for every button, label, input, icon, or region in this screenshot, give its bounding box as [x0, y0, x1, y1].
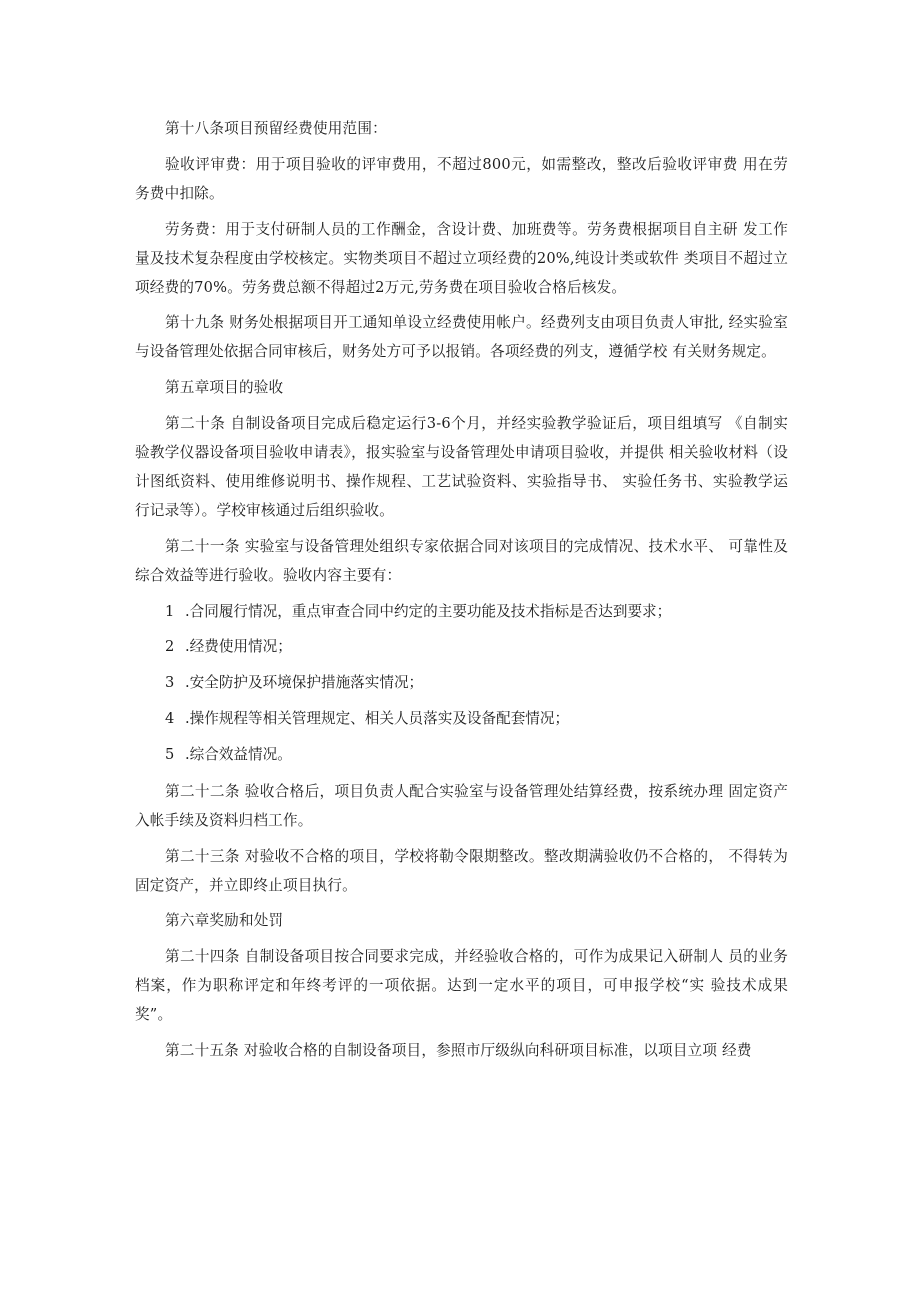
list-item-number: 4	[165, 709, 175, 727]
article-22-paragraph: 第二十二条 验收合格后，项目负责人配合实验室与设备管理处结算经费，按系统办理 固定资产入帐手续及资料归档工作。	[135, 782, 788, 829]
list-item-text: .综合效益情况。	[185, 745, 292, 763]
list-item	[135, 740, 788, 769]
list-item-text: .经费使用情况；	[185, 638, 292, 656]
article-21-paragraph: 第二十一条 实验室与设备管理处组织专家依据合同对该项目的完成情况、技术水平、 可靠性及综合效益等进行验收。验收内容主要有：	[135, 537, 788, 584]
document-body	[135, 114, 788, 1072]
article-23-paragraph: 第二十三条 对验收不合格的项目，学校将勒令限期整改。整改期满验收仍不合格的， 不得转为固定资产，并立即终止项目执行。	[135, 847, 788, 894]
list-item-text: .安全防护及环境保护措施落实情况；	[185, 674, 424, 692]
review-fee-paragraph: 验收评审费：用于项目验收的评审费用，不超过800元，如需整改，整改后验收评审费 用在劳务费中扣除。	[135, 155, 788, 202]
article-25-paragraph: 第二十五条 对验收合格的自制设备项目，参照市厅级纵向科研项目标准，以项目立项 经费	[165, 1041, 752, 1059]
list-item	[135, 668, 788, 697]
list-item	[135, 597, 788, 626]
article-24-paragraph: 第二十四条 自制设备项目按合同要求完成，并经验收合格的，可作为成果记入研制人 员的业务档案，作为职称评定和年终考评的一项依据。达到一定水平的项目，可申报学校“实 验技术成果奖”。	[135, 948, 788, 1024]
list-item	[135, 704, 788, 733]
list-item-number: 1	[165, 602, 175, 620]
acceptance-content-list	[135, 597, 788, 769]
list-item-number: 2	[165, 638, 175, 656]
list-item-number: 3	[165, 674, 175, 692]
list-item-text: .合同履行情况，重点审查合同中约定的主要功能及技术指标是否达到要求；	[185, 602, 672, 620]
list-item-number: 5	[165, 745, 175, 763]
labor-fee-paragraph: 劳务费：用于支付研制人员的工作酬金，含设计费、加班费等。劳务费根据项目自主研 发工作量及技术复杂程度由学校核定。实物类项目不超过立项经费的20%,纯设计类或软件 类项目不超过立项经费的70%。劳务费总额不得超过2万元,劳务费在项目验收合格后核发。	[135, 220, 788, 296]
article-20-paragraph: 第二十条 自制设备项目完成后稳定运行3-6个月，并经实验教学验证后，项目组填写 《自制实验教学仪器设备项目验收申请表》，报实验室与设备管理处申请项目验收，并提供 相关验收材料（设计图纸资料、使用维修说明书、操作规程、工艺试验资料、实验指导书、 实验任务书、实验教学运行记录等）。学校审核通过后组织验收。	[135, 414, 788, 519]
list-item-text: .操作规程等相关管理规定、相关人员落实及设备配套情况；	[185, 709, 570, 727]
chapter-5-heading: 第五章项目的验收	[165, 379, 284, 397]
chapter-6-heading: 第六章奖励和处罚	[165, 912, 284, 930]
article-19-paragraph: 第十九条 财务处根据项目开工通知单设立经费使用帐户。经费列支由项目负责人审批, 经实验室与设备管理处依据合同审核后，财务处方可予以报销。各项经费的列支，遵循学校 有关财务规定。	[135, 314, 788, 361]
article-18-title: 第十八条项目预留经费使用范围：	[165, 120, 387, 137]
list-item	[135, 632, 788, 661]
